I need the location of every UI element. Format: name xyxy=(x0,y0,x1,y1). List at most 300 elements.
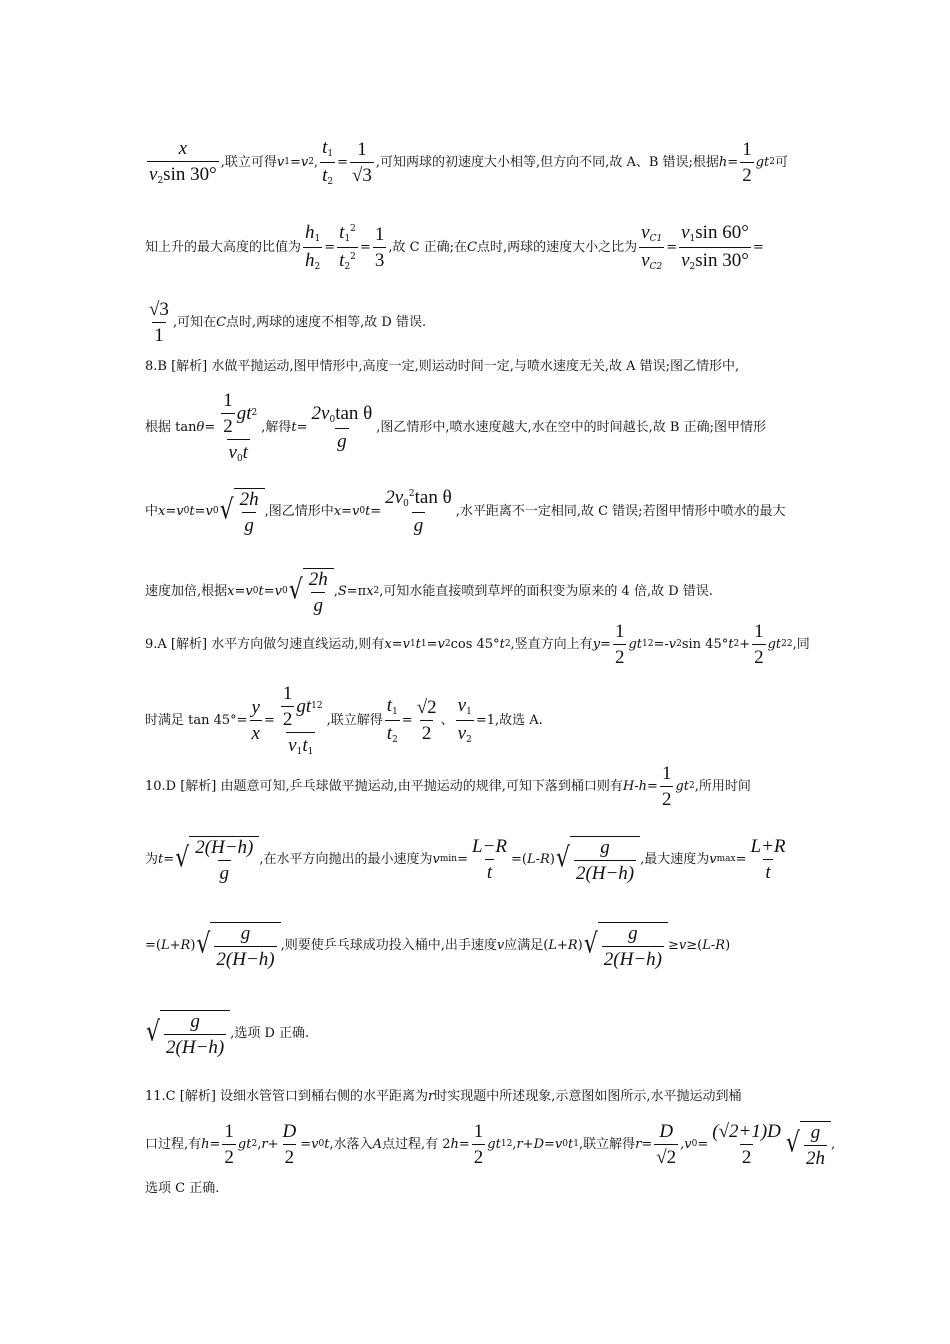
text-run: ,选项 D 正确. xyxy=(230,1025,310,1041)
text-run: 2(H−h) xyxy=(214,946,276,969)
text-run: A xyxy=(372,1136,382,1152)
text-run: 1 xyxy=(284,156,290,167)
text-run: 1 xyxy=(311,700,317,711)
text-run: =( xyxy=(145,937,161,953)
text-run: √3 xyxy=(149,298,169,320)
text-run: ,所用时间 xyxy=(694,778,751,794)
text-run: gt xyxy=(628,636,642,652)
text-run: t xyxy=(728,636,734,652)
text-run: gt xyxy=(755,154,770,170)
text-run: 2(H−h) xyxy=(602,946,664,969)
text-run: ,水落入 xyxy=(329,1136,373,1152)
text-run: g xyxy=(810,1121,821,1143)
solution-7-line-2 xyxy=(145,222,800,272)
text-run: =v xyxy=(165,503,184,519)
text-run: y xyxy=(592,636,601,652)
text-run: t xyxy=(415,636,421,652)
solution-11-line-1 xyxy=(145,1088,800,1104)
solution-7-line-1 xyxy=(145,137,800,187)
text-run: g xyxy=(311,592,325,615)
text-run: v xyxy=(228,441,237,463)
text-run: 2 xyxy=(733,638,740,649)
text-run: =v xyxy=(544,1136,563,1152)
text-run: 10.D [解析] 由题意可知,乒乓球做平抛运动,由平抛运动的规律,可知下落到桶口则有 xyxy=(145,778,623,794)
text-run: t xyxy=(386,722,393,744)
text-run: 2h xyxy=(308,568,328,590)
text-run: v xyxy=(641,221,650,243)
text-run: v xyxy=(432,851,440,867)
text-run: = xyxy=(697,1136,709,1152)
text-run: 1 xyxy=(374,223,385,245)
text-run: = xyxy=(727,154,739,170)
text-run: 2 xyxy=(392,734,398,745)
text-run: 2 xyxy=(769,156,775,167)
text-run: ,联立可得 xyxy=(220,154,277,170)
text-run: R xyxy=(567,937,578,953)
text-run: = xyxy=(337,154,348,170)
text-run: 2 xyxy=(316,700,323,711)
text-run: √2 xyxy=(654,1144,678,1167)
text-run: gt xyxy=(487,1136,501,1152)
text-run: = xyxy=(666,239,678,255)
text-run: v xyxy=(709,851,717,867)
text-run: ,水平距离不一定相同,故 C 错误;若图甲情形中喷水的最大 xyxy=(455,503,786,519)
text-run: r xyxy=(635,1136,642,1152)
text-run: r xyxy=(428,1088,435,1104)
fraction-half-gt1sq-over-v1t1 xyxy=(277,684,325,757)
text-run: sin 30° xyxy=(163,163,217,185)
fraction-t1sq-over-t2sq xyxy=(337,223,358,272)
text-run: g xyxy=(600,836,610,858)
text-run: x xyxy=(178,137,188,159)
text-run: t xyxy=(322,136,328,158)
text-run: 速度加倍,根据 xyxy=(145,583,228,599)
text-run: t xyxy=(189,503,195,519)
text-run: 2 xyxy=(308,156,314,167)
text-run: √3 xyxy=(350,162,374,185)
text-run: + xyxy=(739,636,751,652)
text-run: 0 xyxy=(183,505,190,516)
fraction-sqrt3-over-1 xyxy=(147,300,171,345)
text-run: 0 xyxy=(359,505,366,516)
text-run: max xyxy=(716,853,736,864)
text-run: gt xyxy=(767,636,782,652)
fraction-half-gt2-over-v0t xyxy=(217,391,259,464)
text-run: 2 xyxy=(676,638,682,649)
text-run: 点时,两球的速度不相等,故 D 错误. xyxy=(226,314,427,330)
text-run: h xyxy=(638,778,648,794)
sqrt-2Hh-over-g: √ $\frac{2(H-h)}{g}$ xyxy=(175,836,259,883)
text-run: 2 xyxy=(444,638,451,649)
text-run: sin 30° xyxy=(695,249,749,271)
text-run: 2h xyxy=(239,488,259,510)
text-run: 2 xyxy=(504,638,511,649)
text-run: gt xyxy=(675,778,689,794)
text-run: L−R xyxy=(472,835,508,857)
text-run: H xyxy=(622,778,635,794)
text-run: 2(H−h) xyxy=(164,1034,226,1057)
text-run: + xyxy=(522,1136,534,1152)
text-run: 2 xyxy=(420,720,434,743)
text-run: t xyxy=(763,859,772,882)
text-run: 2h xyxy=(804,1145,827,1168)
text-run: ,可知水能直接喷到草坪的面积变为原来的 4 倍,故 D 错误. xyxy=(379,583,713,599)
text-run: t xyxy=(499,636,505,652)
text-run: 2 xyxy=(613,644,627,667)
sqrt-2h-over-g: √ $\frac{2h}{g}$ xyxy=(220,488,265,535)
solution-9-line-2 xyxy=(145,682,800,757)
text-run: tan θ xyxy=(335,402,373,424)
text-run: 1 xyxy=(661,762,672,784)
text-run: t xyxy=(339,249,345,271)
text-run: - xyxy=(710,937,716,953)
fraction-vc1-over-vc2 xyxy=(639,223,664,272)
text-run: 1 xyxy=(152,322,166,345)
text-run: v xyxy=(641,249,650,271)
solution-11-line-2 xyxy=(145,1118,836,1170)
text-run: 点时,两球的速度大小之比为 xyxy=(477,239,638,255)
text-run: - xyxy=(634,778,639,794)
text-run: v xyxy=(681,221,690,243)
text-run: , xyxy=(830,1136,836,1152)
text-run: g xyxy=(240,922,251,944)
text-run: L xyxy=(548,937,557,953)
text-run: 为 xyxy=(145,851,159,867)
text-run: t xyxy=(485,859,494,882)
solution-10-line-2 xyxy=(145,832,800,886)
text-run: 时实现题中所述现象,示意图如图所示,水平抛运动到桶 xyxy=(434,1088,742,1104)
text-run: = xyxy=(600,636,611,652)
text-run: =( xyxy=(511,851,527,867)
text-run: 中 xyxy=(145,503,159,519)
text-run: ) xyxy=(577,937,583,953)
text-run: 知上升的最大高度的比值为 xyxy=(145,239,302,255)
text-run: 0 xyxy=(236,453,243,464)
text-run: v xyxy=(457,694,467,716)
solution-9-line-1 xyxy=(145,620,810,668)
text-run: h xyxy=(305,249,315,271)
text-run: ,同 xyxy=(792,636,810,652)
sqrt-g-over-2h: √ $\frac{g}{2h}$ xyxy=(786,1121,831,1168)
text-run: + xyxy=(267,1136,279,1152)
text-run: 2 xyxy=(408,488,415,499)
text-run: =v xyxy=(300,1136,319,1152)
text-run: 1 xyxy=(473,1120,484,1142)
text-run: 2v xyxy=(311,402,330,424)
text-run: ,则要使乒乓球成功投入桶中,出手速度 xyxy=(280,937,497,953)
text-run: min xyxy=(439,853,458,864)
text-run: 选项 C 正确. xyxy=(145,1180,220,1196)
sqrt-g-over-2Hh-3: √ $\frac{g}{2(H-h)}$ xyxy=(584,922,668,969)
text-run: y xyxy=(251,696,260,718)
text-run: 1 xyxy=(614,620,625,642)
text-run: 1 xyxy=(742,138,752,160)
text-run: 1 xyxy=(282,682,293,704)
text-run: 1 xyxy=(357,138,367,160)
text-run: gt xyxy=(237,1136,252,1152)
text-run: 2 xyxy=(740,1144,754,1167)
text-run: g xyxy=(218,860,232,883)
fraction-1-over-3 xyxy=(373,225,387,270)
text-run: 2 xyxy=(344,261,351,272)
text-run: C1 xyxy=(649,233,663,244)
text-run: 1 xyxy=(420,638,427,649)
sqrt-2h-over-g-2: √ $\frac{2h}{g}$ xyxy=(289,568,334,615)
text-run: =-v xyxy=(653,636,677,652)
text-run: - xyxy=(535,851,541,867)
text-run: ,竖直方向上有 xyxy=(510,636,593,652)
text-run: = xyxy=(457,851,469,867)
text-run: 1 xyxy=(642,638,648,649)
text-run: =1,故选 A. xyxy=(475,712,543,728)
text-run: 1 xyxy=(224,1120,234,1142)
text-run: 2 xyxy=(281,706,295,729)
text-run: L xyxy=(526,851,536,867)
text-run: = xyxy=(752,239,764,255)
text-run: ,最大速度为 xyxy=(640,851,710,867)
solution-10-line-4 xyxy=(145,1006,800,1060)
text-run: 1 xyxy=(314,233,321,244)
text-run: 根据 tan xyxy=(145,419,197,435)
text-run: = xyxy=(263,712,275,728)
text-run: 口过程,有 xyxy=(145,1136,202,1152)
text-run: h xyxy=(718,154,728,170)
text-run: t xyxy=(365,503,371,519)
text-run: ,联立解得 xyxy=(326,712,383,728)
text-run: ) xyxy=(725,937,731,953)
text-run: ,可知两球的初速度大小相等,但方向不同,故 A、B 错误;根据 xyxy=(375,154,719,170)
text-run: h xyxy=(450,1136,459,1152)
text-run: 1 xyxy=(344,233,351,244)
text-run: 2 xyxy=(327,176,334,187)
solution-8-line-4 xyxy=(145,566,800,616)
text-run: S xyxy=(337,583,347,599)
text-run: ,联立解得 xyxy=(578,1136,636,1152)
text-run: L+R xyxy=(750,835,786,857)
text-run: =v xyxy=(194,503,213,519)
text-run: 、 xyxy=(440,712,454,728)
text-run: 0 xyxy=(252,585,259,596)
text-run: 0 xyxy=(281,585,288,596)
solution-11-line-3 xyxy=(145,1180,800,1196)
text-run: x xyxy=(384,636,392,652)
text-run: = xyxy=(647,778,658,794)
fraction-t1-over-t2 xyxy=(320,138,335,187)
text-run: = xyxy=(296,419,308,435)
text-run: C xyxy=(467,239,477,255)
text-run: g xyxy=(190,1010,200,1032)
text-run: θ xyxy=(196,419,205,435)
text-run: 0 xyxy=(691,1138,698,1149)
text-run: =v xyxy=(263,583,282,599)
text-run: 0 xyxy=(562,1138,568,1149)
text-run: 点过程,有 2 xyxy=(381,1136,451,1152)
text-run: 2 xyxy=(157,175,164,186)
text-run: 1 xyxy=(500,1138,507,1149)
text-run: 1 xyxy=(392,706,398,717)
text-run: = xyxy=(204,419,216,435)
text-run: tan θ xyxy=(414,486,452,508)
text-run: ) xyxy=(190,937,196,953)
text-run: 2v xyxy=(385,486,404,508)
text-run: 时满足 tan 45°= xyxy=(145,712,248,728)
text-run: 2 xyxy=(506,1138,513,1149)
text-run: 2 xyxy=(689,261,696,272)
text-run: =v xyxy=(234,583,253,599)
text-run: v xyxy=(496,937,505,953)
text-run: = xyxy=(163,851,175,867)
text-run: t xyxy=(258,583,264,599)
fraction-2v0tan-over-g xyxy=(310,404,375,451)
text-run: t xyxy=(291,419,297,435)
text-run: x xyxy=(333,503,342,519)
text-run: + xyxy=(556,937,568,953)
text-run: √2 xyxy=(416,696,437,718)
text-run: = xyxy=(735,851,747,867)
text-run: gt xyxy=(296,695,312,717)
text-run: r xyxy=(261,1136,268,1152)
text-run: 2 xyxy=(222,1144,236,1167)
text-run: + xyxy=(169,937,181,953)
text-run: h xyxy=(201,1136,210,1152)
solution-8-line-2 xyxy=(145,389,800,464)
fraction-2v0sq-tan-over-g xyxy=(383,488,453,535)
sqrt-g-over-2Hh: √ $\frac{g}{2(H-h)}$ xyxy=(556,836,640,883)
text-run: 2 xyxy=(466,734,472,745)
solution-8-line-1 xyxy=(145,358,800,374)
text-run: g xyxy=(412,512,426,535)
text-run: =v xyxy=(391,636,410,652)
text-run: 2 xyxy=(472,1144,486,1167)
text-run: =v xyxy=(426,636,445,652)
fraction-x-over-v2sin30 xyxy=(147,139,219,186)
text-run: 2 xyxy=(221,413,235,436)
text-run: 1 xyxy=(409,638,416,649)
text-run: t xyxy=(158,851,164,867)
text-run: x xyxy=(227,583,235,599)
text-run: 0 xyxy=(403,498,409,509)
text-run: = xyxy=(324,239,336,255)
fraction-v1sin60-over-v2sin30 xyxy=(679,223,751,272)
text-run: = xyxy=(458,1136,470,1152)
text-run: = xyxy=(401,712,413,728)
text-run: 2 xyxy=(781,638,787,649)
text-run: R xyxy=(715,937,726,953)
text-run: 2(H−h) xyxy=(195,836,254,858)
text-run: ≥ xyxy=(667,937,679,953)
text-run: ,v xyxy=(680,1136,692,1152)
text-run: x xyxy=(158,503,166,519)
text-run: t xyxy=(302,734,308,756)
sqrt-g-over-2Hh-2: √ $\frac{g}{2(H-h)}$ xyxy=(196,922,280,969)
text-run: L xyxy=(702,937,711,953)
text-run: 2 xyxy=(314,261,321,272)
text-run: R xyxy=(540,851,550,867)
text-run: 2 xyxy=(373,585,380,596)
text-run: ≥( xyxy=(686,937,703,953)
text-run: v xyxy=(288,734,297,756)
text-run: ,在水平方向抛出的最小速度为 xyxy=(259,851,433,867)
text-run: ,可知在 xyxy=(172,314,217,330)
text-run: D xyxy=(659,1120,674,1142)
text-run: t xyxy=(242,441,248,463)
text-run: ,图乙情形中,喷水速度越大,水在空中的时间越长,故 B 正确;图甲情形 xyxy=(376,419,766,435)
text-run: ) xyxy=(549,851,555,867)
text-run: = xyxy=(359,239,371,255)
text-run: t xyxy=(386,694,393,716)
text-run: (√2+1)D xyxy=(712,1120,781,1142)
solution-10-line-1 xyxy=(145,764,800,808)
text-run: v xyxy=(276,154,285,170)
text-run: ,图乙情形中 xyxy=(264,503,334,519)
text-run: 应满足( xyxy=(504,937,549,953)
text-run: 2 xyxy=(752,644,766,667)
text-run: 2 xyxy=(740,162,754,185)
text-run: 2 xyxy=(786,638,793,649)
text-run: ,解得 xyxy=(261,419,292,435)
text-run: 1 xyxy=(223,389,233,411)
text-run: g xyxy=(628,922,638,944)
text-run: , xyxy=(512,1136,517,1152)
text-run: v xyxy=(681,249,690,271)
text-run: 2 xyxy=(660,786,674,809)
text-run: 可 xyxy=(774,154,788,170)
text-run: 9.A [解析] 水平方向做匀速直线运动,则有 xyxy=(145,636,385,652)
text-run: , xyxy=(333,583,338,599)
text-run: v xyxy=(678,937,687,953)
text-run: cos 45° xyxy=(450,636,500,652)
text-run: 2 xyxy=(251,407,258,418)
text-run: 1 xyxy=(466,706,472,717)
text-run: =π xyxy=(346,583,367,599)
text-run: = xyxy=(641,1136,653,1152)
text-run: 2 xyxy=(647,638,654,649)
text-run: t xyxy=(339,221,345,243)
text-run: 11.C [解析] 设细水管管口到桶右侧的水平距离为 xyxy=(145,1088,429,1104)
text-run: 0 xyxy=(212,505,219,516)
text-run: D xyxy=(533,1136,544,1152)
text-run: = xyxy=(370,503,382,519)
text-run: 1 xyxy=(573,1138,579,1149)
solution-10-line-3 xyxy=(145,918,800,972)
text-run: v xyxy=(457,722,467,744)
text-run: gt xyxy=(236,402,252,424)
text-run: 3 xyxy=(373,247,387,270)
text-run: 0 xyxy=(329,414,336,425)
text-run: 1 xyxy=(296,746,303,757)
text-run: sin 45° xyxy=(681,636,729,652)
fraction-h1-over-h2 xyxy=(303,223,322,272)
text-run: t xyxy=(567,1136,574,1152)
text-run: x xyxy=(366,583,374,599)
text-run: h xyxy=(305,221,315,243)
text-run: t xyxy=(324,1136,330,1152)
text-run: L xyxy=(160,937,170,953)
text-run: 1 xyxy=(327,148,334,159)
text-run: 1 xyxy=(754,620,764,642)
text-run: =v xyxy=(341,503,360,519)
solution-8-line-3 xyxy=(145,486,800,536)
text-run: v xyxy=(149,163,158,185)
text-run: R xyxy=(180,937,191,953)
text-run: 2(H−h) xyxy=(574,860,636,883)
text-run: , xyxy=(313,154,319,170)
text-run: 2 xyxy=(350,223,356,234)
fraction-one-half xyxy=(740,140,754,185)
text-run: r xyxy=(516,1136,523,1152)
text-run: g xyxy=(242,512,256,535)
text-run: t xyxy=(322,164,328,186)
